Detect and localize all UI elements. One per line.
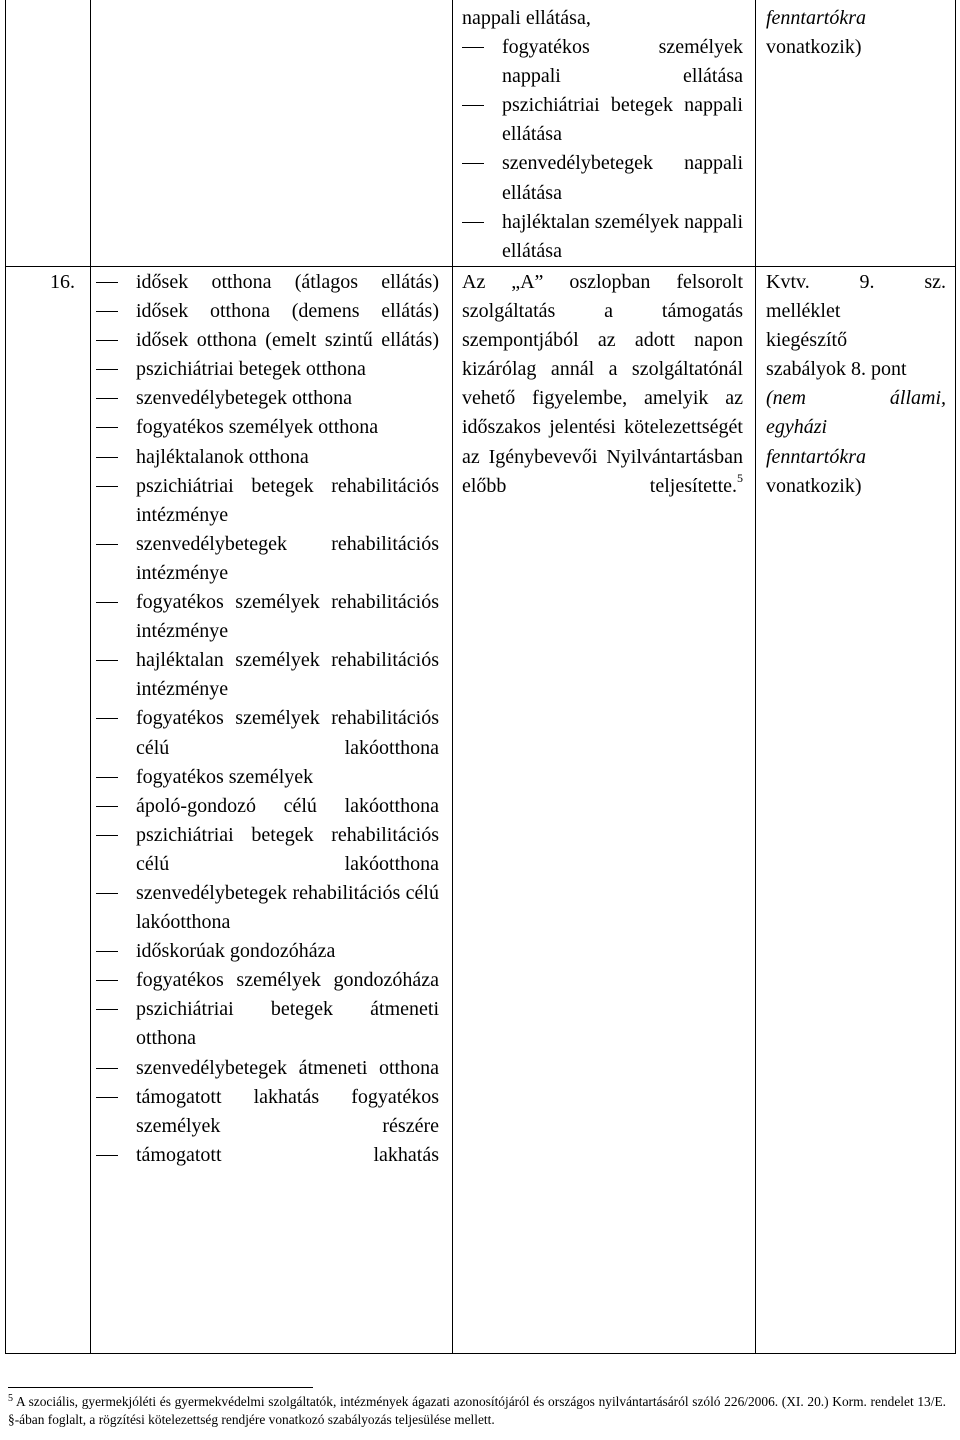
list-item: idősek otthona (emelt szintű ellátás)	[96, 326, 439, 355]
condition-cell	[462, 268, 743, 501]
list-item: szenvedélybetegek rehabilitációs célú lakóotthona	[96, 879, 439, 937]
list-item: szenvedélybetegek otthona	[96, 384, 439, 413]
list-item: fogyatékos személyek otthona	[96, 413, 439, 442]
list-item: fogyatékos személyek gondozóháza	[96, 966, 439, 995]
list-item: idősek otthona (átlagos ellátás)	[96, 268, 439, 297]
list-item: fogyatékos személyek	[96, 763, 439, 792]
footnote-marker: 5	[8, 1392, 13, 1404]
footnote-reference: 5	[737, 471, 743, 485]
list-item: támogatott lakhatás fogyatékos személyek részére	[96, 1083, 439, 1141]
row-divider	[5, 266, 955, 267]
table-border-right	[955, 0, 956, 1354]
list-item: hajléktalan személyek rehabilitációs intézménye	[96, 646, 439, 704]
footnote-separator	[8, 1387, 313, 1388]
column-divider-2	[452, 0, 453, 1354]
prev-row-reference-cell	[766, 4, 946, 62]
reference-cell	[766, 268, 946, 501]
table-border-bottom	[5, 1353, 955, 1354]
footnote	[8, 1393, 946, 1429]
reference-italic-line: (nem állami,	[766, 387, 946, 410]
prev-row-reference-italic: fenntartókra	[766, 7, 866, 29]
column-divider-1	[90, 0, 91, 1354]
prev-row-service-cell	[462, 4, 743, 266]
list-item: pszichiátriai betegek otthona	[96, 355, 439, 384]
table-border-left	[5, 0, 6, 1354]
prev-row-first-line: nappali ellátása,	[462, 7, 591, 29]
list-item: pszichiátriai betegek rehabilitációs intézménye	[96, 472, 439, 530]
list-item: fogyatékos személyek nappali ellátása	[462, 33, 743, 91]
reference-italic-line: fenntartókra	[766, 445, 866, 468]
column-divider-3	[755, 0, 756, 1354]
reference-line: vonatkozik)	[766, 474, 862, 497]
prev-row-reference-end: vonatkozik)	[766, 36, 862, 59]
list-item: szenvedélybetegek rehabilitációs intézménye	[96, 530, 439, 588]
row-number: 16.	[50, 271, 75, 293]
reference-italic-line: egyházi	[766, 416, 828, 439]
list-item: szenvedélybetegek nappali ellátása	[462, 149, 743, 207]
list-item: támogatott lakhatás	[96, 1141, 439, 1170]
footnote-text: A szociális, gyermekjóléti és gyermekvédelmi szolgáltatók, intézmények ágazati azonosítójáról és országos nyilvántartásáról szóló 226/2006. (XI. 20.) Korm. rendelet 13/E. §-ában foglalt, a rögzítési kötelezettség rendjére vonatkozó szabályozás teljesülése mellett.	[8, 1394, 946, 1427]
reference-line: melléklet	[766, 300, 841, 323]
list-item: pszichiátriai betegek átmeneti otthona	[96, 995, 439, 1053]
list-item: ápoló-gondozó célú lakóotthona	[96, 792, 439, 821]
list-item: időskorúak gondozóháza	[96, 937, 439, 966]
list-item: pszichiátriai betegek rehabilitációs célú lakóotthona	[96, 821, 439, 879]
list-item: fogyatékos személyek rehabilitációs intézménye	[96, 588, 439, 646]
service-list-cell	[96, 268, 439, 1170]
reference-line: Kvtv. 9. sz.	[766, 271, 946, 293]
list-item: idősek otthona (demens ellátás)	[96, 297, 439, 326]
list-item: fogyatékos személyek rehabilitációs célú lakóotthona	[96, 704, 439, 762]
list-item: hajléktalanok otthona	[96, 443, 439, 472]
condition-text: Az „A” oszlopban felsorolt szolgáltatás a támogatás szempontjából az adott napon kizárólag annál a szolgáltatónál vehető figyelembe, amelyik az időszakos jelentési kötelezettségét az Igénybevevői Nyilvántartásban előbb teljesítette.	[462, 271, 743, 497]
reference-line: kiegészítő	[766, 329, 848, 352]
reference-line: szabályok 8. pont	[766, 358, 907, 381]
list-item: szenvedélybetegek átmeneti otthona	[96, 1054, 439, 1083]
list-item: pszichiátriai betegek nappali ellátása	[462, 91, 743, 149]
list-item: hajléktalan személyek nappali ellátása	[462, 208, 743, 266]
